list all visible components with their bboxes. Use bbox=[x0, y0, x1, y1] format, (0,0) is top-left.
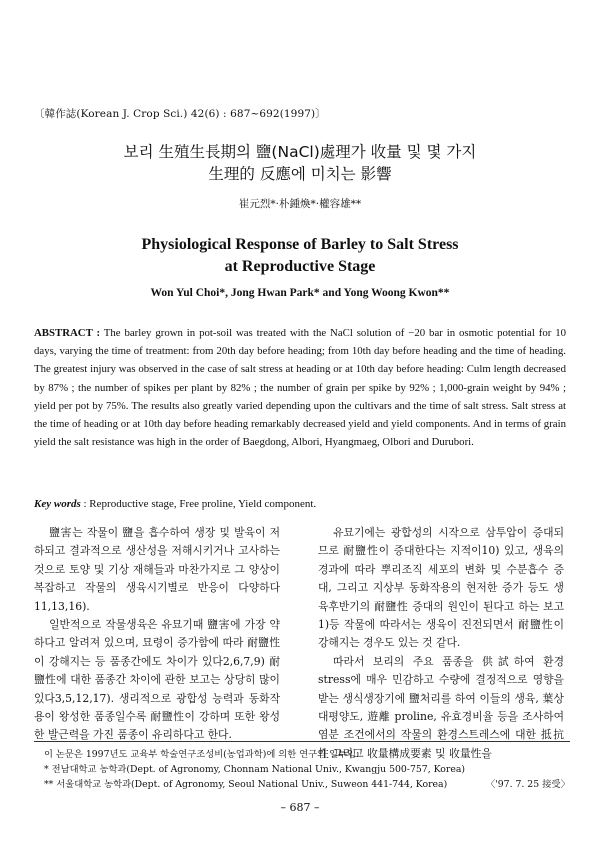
english-authors: Won Yul Choi*, Jong Hwan Park* and Yong Woong Kwon** bbox=[150, 287, 450, 299]
abstract bbox=[34, 324, 566, 451]
body-paragraph: 鹽害는 작물이 鹽을 흡수하여 생장 및 발육이 저하되고 결과적으로 생산성을 저해시키거나 고사하는 것으로 토양 및 기상 재해들과 마찬가지로 그 양상이 복잡하고 작물의 생육시기별로 반응이 다양하다11,13,16). bbox=[34, 526, 280, 613]
body-paragraph: 일반적으로 작물생육은 유묘기때 鹽害에 가장 약하다고 알려져 있으며, 묘령이 증가함에 따라 耐鹽性이 강해지는 등 품종간에도 차이가 있다2,6,7,9) 耐鹽性에 대한 품종간 차이에 관한 보고는 상당히 많이 있다3,5,12,17). 생리적으로 광합성 능력과 동화작용이 왕성한 품종일수록 耐鹽性이 강하며 또한 왕성한 발근력을 가진 품종이 유리하다고 한다. bbox=[34, 618, 280, 742]
english-title bbox=[0, 234, 600, 278]
body-right-column bbox=[318, 524, 564, 763]
abstract-text: The barley grown in pot-soil was treated with the NaCl solution of −20 bar in osmotic potential for 10 days, varying the time of treatment: from 20th day before heading; from 10th day before heading and the time of heading. The greatest injury was observed in the case of salt stress at heading or at 10th day before heading: Culm length decreased by 87% ; the number of spikes per plant by 82% ; the number of grain per spike by 92% ; 1,000-grain weight by 94% ; yield per pot by 75%. The results also greatly varied depending upon the cultivars and the time of salt stress. Salt stress at the time of heading or at 10th day before heading remarkably decreased yield and yield components. And in terms of grain yield the salt resistance was high in the order of Baegdong, Albori, Hyangmaeg, Olbori and Durubori. bbox=[34, 327, 567, 449]
footnote-affiliation-1: * 전남대학교 농학과(Dept. of Agronomy, Chonnam National Univ., Kwangju 500-757, Korea) bbox=[44, 764, 466, 775]
page-number: – 687 – bbox=[280, 801, 320, 814]
abstract-label: ABSTRACT : bbox=[34, 327, 101, 339]
footnotes bbox=[44, 747, 570, 792]
received-date: 〈'97. 7. 25 接受〉 bbox=[485, 779, 570, 790]
korean-title bbox=[0, 141, 600, 185]
body-left-column bbox=[34, 524, 280, 745]
footnote-affiliation-2-text: ** 서울대학교 농학과(Dept. of Agronomy, Seoul National Univ., Suweon 441-744, Korea) bbox=[44, 779, 448, 790]
keywords-text: : Reproductive stage, Free proline, Yield component. bbox=[83, 498, 317, 510]
korean-authors: 崔元烈*·朴鍾煥*·權容雄** bbox=[238, 198, 362, 210]
english-title-line-1: Physiological Response of Barley to Salt Stress bbox=[141, 236, 459, 253]
korean-title-line-2: 生理的 反應에 미치는 影響 bbox=[208, 165, 392, 183]
english-title-line-2: at Reproductive Stage bbox=[224, 258, 376, 275]
keywords-label: Key words bbox=[34, 498, 81, 510]
footnote-funding: 이 논문은 1997년도 교육부 학술연구조성비(농업과학)에 의한 연구의 일부임. bbox=[44, 749, 359, 760]
footnote-affiliation-2 bbox=[44, 777, 570, 792]
body-paragraph: 따라서 보리의 주요 품종을 供試하여 환경 stress에 매우 민감하고 수량에 결정적으로 영향을 받는 생식생장기에 鹽처리를 하여 이들의 생육, 葉상대평양도, 遊離 proline, 유효경비율 등을 조사하여 염분 조건에서의 작물의 환경스트레스에 대한 抵抗性 그리고 收量構成要素 및 收量性을 bbox=[318, 654, 564, 760]
korean-title-line-1: 보리 生殖生長期의 鹽(NaCl)處理가 收量 및 몇 가지 bbox=[123, 143, 477, 161]
keywords bbox=[34, 498, 566, 510]
footnote-divider bbox=[34, 741, 570, 742]
journal-citation: 〔韓作誌(Korean J. Crop Sci.) 42(6) : 687~692(1997)〕 bbox=[34, 108, 326, 120]
body-paragraph: 유묘기에는 광합성의 시작으로 삼투압이 증대되므로 耐鹽性이 증대한다는 지적이10) 있고, 생육의 경과에 따라 뿌리조직 세포의 변화 및 수분흡수 증대, 그리고 지상부 동화작용의 현저한 증가 등도 생육후반기의 耐鹽性 증대의 원인이 된다고 하는 보고1)등 작물에 따라서는 생육이 진전되면서 耐鹽性이 강해지는 경우도 있는 것 같다. bbox=[318, 526, 564, 650]
